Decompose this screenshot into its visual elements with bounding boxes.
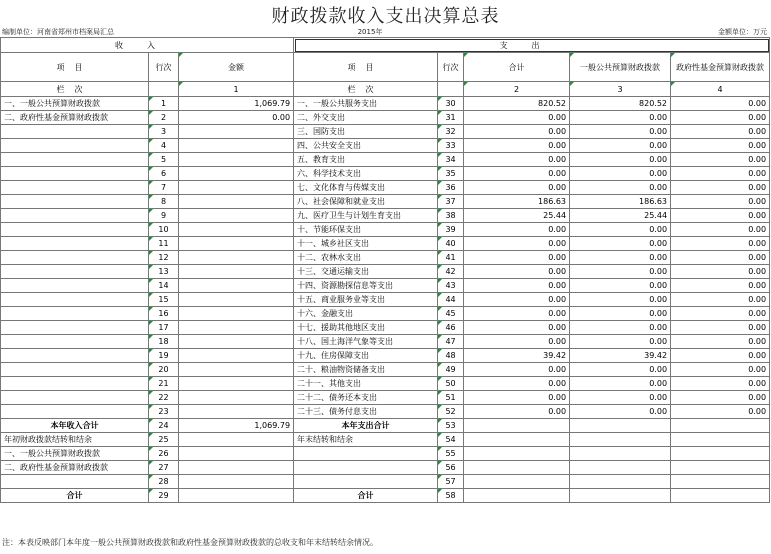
expense-line-no-cell[interactable]: 42 [438, 265, 464, 279]
expense-item-cell[interactable]: 十六、金融支出 [294, 307, 438, 321]
general-budget-cell[interactable]: 0.00 [570, 335, 671, 349]
expense-total-cell[interactable]: 0.00 [464, 405, 570, 419]
income-line-no-cell[interactable]: 14 [149, 279, 179, 293]
income-amount-cell[interactable] [179, 433, 294, 447]
income-line-no-cell[interactable]: 22 [149, 391, 179, 405]
table-row [1, 377, 770, 391]
expense-total-cell[interactable]: 0.00 [464, 293, 570, 307]
expense-item-cell[interactable]: 二十一、其他支出 [294, 377, 438, 391]
expense-total-cell[interactable]: 0.00 [464, 363, 570, 377]
expense-item-cell[interactable]: 七、文化体育与传媒支出 [294, 181, 438, 195]
general-budget-cell[interactable] [570, 489, 671, 503]
income-amount-header[interactable]: 金额 [179, 53, 294, 82]
budget-table [0, 37, 770, 503]
expense-line-no-cell[interactable]: 37 [438, 195, 464, 209]
income-item-cell[interactable] [1, 405, 149, 419]
gov-fund-cell[interactable]: 0.00 [671, 125, 770, 139]
income-line-no-cell[interactable]: 27 [149, 461, 179, 475]
summary-row [1, 461, 770, 475]
expense-total-cell[interactable]: 0.00 [464, 237, 570, 251]
general-budget-cell[interactable]: 39.42 [570, 349, 671, 363]
income-amount-cell[interactable] [179, 223, 294, 237]
income-column-blank[interactable] [149, 82, 179, 97]
summary-row [1, 489, 770, 503]
expense-line-no-header[interactable]: 行次 [438, 53, 464, 82]
expense-line-no-cell[interactable]: 52 [438, 405, 464, 419]
expense-total-cell[interactable] [464, 475, 570, 489]
income-item-cell[interactable] [1, 349, 149, 363]
expense-column-label[interactable]: 栏次 [294, 82, 438, 97]
expense-total-cell[interactable]: 0.00 [464, 335, 570, 349]
income-amount-cell[interactable] [179, 335, 294, 349]
income-item-cell[interactable] [1, 307, 149, 321]
gov-fund-cell[interactable]: 0.00 [671, 97, 770, 111]
income-line-no-cell[interactable]: 3 [149, 125, 179, 139]
income-item-cell[interactable]: 一、一般公共预算财政拨款 [1, 97, 149, 111]
income-item-cell[interactable]: 年初财政拨款结转和结余 [1, 433, 149, 447]
gov-fund-header[interactable]: 政府性基金预算财政拨款 [671, 53, 770, 82]
table-row [1, 349, 770, 363]
expense-line-no-cell[interactable]: 41 [438, 251, 464, 265]
summary-row [1, 475, 770, 489]
expense-item-cell[interactable]: 本年支出合计 [294, 419, 438, 433]
expense-item-cell[interactable]: 十五、商业服务业等支出 [294, 293, 438, 307]
income-amount-cell[interactable] [179, 447, 294, 461]
income-amount-cell[interactable] [179, 195, 294, 209]
income-item-cell[interactable] [1, 475, 149, 489]
expense-item-cell[interactable] [294, 475, 438, 489]
footnote: 注：本表反映部门本年度一般公共预算财政拨款和政府性基金预算财政拨款的总收支和年末结转结余情况。 [2, 538, 378, 547]
table-row [1, 321, 770, 335]
expense-total-cell[interactable]: 0.00 [464, 265, 570, 279]
gov-fund-cell[interactable]: 0.00 [671, 349, 770, 363]
income-item-cell[interactable] [1, 321, 149, 335]
income-line-no-cell[interactable]: 6 [149, 167, 179, 181]
income-line-no-cell[interactable]: 15 [149, 293, 179, 307]
income-amount-cell[interactable]: 0.00 [179, 111, 294, 125]
expense-item-cell[interactable] [294, 447, 438, 461]
expense-total-cell[interactable] [464, 447, 570, 461]
general-budget-cell[interactable]: 0.00 [570, 307, 671, 321]
general-budget-cell[interactable]: 0.00 [570, 251, 671, 265]
expense-total-cell[interactable]: 0.00 [464, 251, 570, 265]
gov-fund-cell[interactable]: 0.00 [671, 363, 770, 377]
expense-item-cell[interactable]: 十三、交通运输支出 [294, 265, 438, 279]
expense-item-cell[interactable]: 十二、农林水支出 [294, 251, 438, 265]
summary-row [1, 433, 770, 447]
expense-total-cell[interactable]: 0.00 [464, 139, 570, 153]
table-row [1, 111, 770, 125]
expense-line-no-cell[interactable]: 38 [438, 209, 464, 223]
gov-fund-cell[interactable]: 0.00 [671, 223, 770, 237]
expense-item-cell[interactable] [294, 461, 438, 475]
expense-line-no-cell[interactable]: 40 [438, 237, 464, 251]
general-budget-cell[interactable]: 0.00 [570, 265, 671, 279]
gov-fund-cell[interactable] [671, 475, 770, 489]
income-section-header[interactable]: 收入 [1, 38, 294, 53]
income-amount-cell[interactable]: 1,069.79 [179, 419, 294, 433]
general-budget-cell[interactable] [570, 475, 671, 489]
gov-fund-cell[interactable]: 0.00 [671, 307, 770, 321]
income-line-no-cell[interactable]: 2 [149, 111, 179, 125]
expense-total-cell[interactable]: 0.00 [464, 111, 570, 125]
income-item-cell[interactable] [1, 251, 149, 265]
gov-fund-cell[interactable]: 0.00 [671, 181, 770, 195]
expense-item-cell[interactable]: 合计 [294, 489, 438, 503]
income-item-cell[interactable] [1, 153, 149, 167]
table-row [1, 265, 770, 279]
income-line-no-cell[interactable]: 26 [149, 447, 179, 461]
gov-fund-cell[interactable]: 0.00 [671, 153, 770, 167]
expense-total-cell[interactable]: 0.00 [464, 167, 570, 181]
expense-item-cell[interactable]: 九、医疗卫生与计划生育支出 [294, 209, 438, 223]
expense-line-no-cell[interactable]: 33 [438, 139, 464, 153]
expense-line-no-cell[interactable]: 54 [438, 433, 464, 447]
income-column-number[interactable]: 1 [179, 82, 294, 97]
expense-item-cell[interactable]: 十九、住房保障支出 [294, 349, 438, 363]
general-budget-cell[interactable] [570, 447, 671, 461]
expense-item-cell[interactable]: 五、教育支出 [294, 153, 438, 167]
income-item-cell[interactable] [1, 293, 149, 307]
expense-total-cell[interactable] [464, 433, 570, 447]
expense-item-cell[interactable]: 四、公共安全支出 [294, 139, 438, 153]
gov-fund-cell[interactable] [671, 433, 770, 447]
income-line-no-cell[interactable]: 24 [149, 419, 179, 433]
expense-total-cell[interactable]: 0.00 [464, 321, 570, 335]
general-budget-cell[interactable]: 0.00 [570, 139, 671, 153]
general-budget-cell[interactable]: 0.00 [570, 167, 671, 181]
income-amount-cell[interactable] [179, 181, 294, 195]
income-amount-cell[interactable] [179, 307, 294, 321]
expense-line-no-cell[interactable]: 34 [438, 153, 464, 167]
income-line-no-cell[interactable]: 7 [149, 181, 179, 195]
income-amount-cell[interactable] [179, 139, 294, 153]
general-budget-cell[interactable]: 0.00 [570, 363, 671, 377]
income-amount-cell[interactable] [179, 293, 294, 307]
income-item-cell[interactable] [1, 195, 149, 209]
expense-total-cell[interactable]: 0.00 [464, 223, 570, 237]
income-item-cell[interactable] [1, 167, 149, 181]
income-amount-cell[interactable] [179, 279, 294, 293]
income-line-no-cell[interactable]: 21 [149, 377, 179, 391]
income-line-no-cell[interactable]: 8 [149, 195, 179, 209]
expense-line-no-cell[interactable]: 47 [438, 335, 464, 349]
income-amount-cell[interactable] [179, 489, 294, 503]
gov-fund-cell[interactable]: 0.00 [671, 279, 770, 293]
table-row [1, 279, 770, 293]
income-item-cell[interactable] [1, 139, 149, 153]
table-row [1, 209, 770, 223]
gov-fund-cell[interactable]: 0.00 [671, 377, 770, 391]
expense-line-no-cell[interactable]: 36 [438, 181, 464, 195]
expense-total-header[interactable]: 合计 [464, 53, 570, 82]
income-line-no-cell[interactable]: 1 [149, 97, 179, 111]
table-row [1, 405, 770, 419]
gov-fund-cell[interactable]: 0.00 [671, 335, 770, 349]
income-item-cell[interactable] [1, 209, 149, 223]
gov-fund-cell[interactable]: 0.00 [671, 209, 770, 223]
income-line-no-cell[interactable]: 10 [149, 223, 179, 237]
gov-fund-cell[interactable]: 0.00 [671, 391, 770, 405]
expense-item-cell[interactable]: 十一、城乡社区支出 [294, 237, 438, 251]
expense-line-no-cell[interactable]: 48 [438, 349, 464, 363]
income-item-cell[interactable] [1, 265, 149, 279]
table-row [1, 223, 770, 237]
gov-fund-cell[interactable]: 0.00 [671, 237, 770, 251]
table-row [1, 97, 770, 111]
expense-line-no-cell[interactable]: 31 [438, 111, 464, 125]
expense-column-blank[interactable] [438, 82, 464, 97]
expense-line-no-cell[interactable]: 43 [438, 279, 464, 293]
income-column-label[interactable]: 栏次 [1, 82, 149, 97]
general-budget-cell[interactable]: 0.00 [570, 321, 671, 335]
income-item-header[interactable]: 项目 [1, 53, 149, 82]
income-line-no-header[interactable]: 行次 [149, 53, 179, 82]
expense-total-cell[interactable]: 0.00 [464, 377, 570, 391]
general-budget-column-number[interactable]: 3 [570, 82, 671, 97]
expense-total-cell[interactable]: 0.00 [464, 153, 570, 167]
expense-line-no-cell[interactable]: 51 [438, 391, 464, 405]
table-row [1, 195, 770, 209]
expense-item-cell[interactable]: 年末结转和结余 [294, 433, 438, 447]
income-line-no-cell[interactable]: 29 [149, 489, 179, 503]
expense-line-no-cell[interactable]: 32 [438, 125, 464, 139]
income-line-no-cell[interactable]: 11 [149, 237, 179, 251]
income-amount-cell[interactable] [179, 363, 294, 377]
expense-item-cell[interactable]: 二、外交支出 [294, 111, 438, 125]
income-item-cell[interactable]: 本年收入合计 [1, 419, 149, 433]
income-line-no-cell[interactable]: 20 [149, 363, 179, 377]
expense-item-cell[interactable]: 十七、援助其他地区支出 [294, 321, 438, 335]
summary-row [1, 419, 770, 433]
expense-total-cell[interactable] [464, 489, 570, 503]
income-item-cell[interactable] [1, 223, 149, 237]
general-budget-cell[interactable]: 0.00 [570, 391, 671, 405]
income-line-no-cell[interactable]: 12 [149, 251, 179, 265]
gov-fund-cell[interactable] [671, 461, 770, 475]
expense-item-cell[interactable]: 八、社会保障和就业支出 [294, 195, 438, 209]
expense-total-cell[interactable]: 39.42 [464, 349, 570, 363]
expense-line-no-cell[interactable]: 39 [438, 223, 464, 237]
gov-fund-cell[interactable]: 0.00 [671, 251, 770, 265]
income-item-cell[interactable] [1, 279, 149, 293]
report-year: 2015年 [357, 28, 383, 36]
gov-fund-cell[interactable]: 0.00 [671, 195, 770, 209]
expense-item-cell[interactable]: 二十三、债务付息支出 [294, 405, 438, 419]
general-budget-cell[interactable]: 0.00 [570, 237, 671, 251]
general-budget-cell[interactable] [570, 419, 671, 433]
table-row [1, 125, 770, 139]
general-budget-cell[interactable]: 0.00 [570, 377, 671, 391]
gov-fund-cell[interactable]: 0.00 [671, 139, 770, 153]
expense-line-no-cell[interactable]: 56 [438, 461, 464, 475]
gov-fund-column-number[interactable]: 4 [671, 82, 770, 97]
general-budget-cell[interactable]: 0.00 [570, 405, 671, 419]
expense-total-cell[interactable]: 0.00 [464, 391, 570, 405]
income-line-no-cell[interactable]: 18 [149, 335, 179, 349]
expense-item-cell[interactable]: 六、科学技术支出 [294, 167, 438, 181]
expense-total-cell[interactable]: 0.00 [464, 279, 570, 293]
income-line-no-cell[interactable]: 13 [149, 265, 179, 279]
table-row [1, 181, 770, 195]
gov-fund-cell[interactable]: 0.00 [671, 167, 770, 181]
expense-line-no-cell[interactable]: 46 [438, 321, 464, 335]
general-budget-header[interactable]: 一般公共预算财政拨款 [570, 53, 671, 82]
income-item-cell[interactable] [1, 181, 149, 195]
income-item-cell[interactable] [1, 363, 149, 377]
income-line-no-cell[interactable]: 23 [149, 405, 179, 419]
income-item-cell[interactable]: 合计 [1, 489, 149, 503]
income-amount-cell[interactable] [179, 153, 294, 167]
expense-total-cell[interactable]: 186.63 [464, 195, 570, 209]
general-budget-cell[interactable]: 186.63 [570, 195, 671, 209]
table-row [1, 307, 770, 321]
income-item-cell[interactable]: 二、政府性基金预算财政拨款 [1, 111, 149, 125]
income-item-cell[interactable]: 一、一般公共预算财政拨款 [1, 447, 149, 461]
expense-item-cell[interactable]: 三、国防支出 [294, 125, 438, 139]
expense-line-no-cell[interactable]: 49 [438, 363, 464, 377]
income-amount-cell[interactable] [179, 125, 294, 139]
expense-item-header[interactable]: 项目 [294, 53, 438, 82]
income-amount-cell[interactable]: 1,069.79 [179, 97, 294, 111]
income-amount-cell[interactable] [179, 237, 294, 251]
general-budget-cell[interactable]: 0.00 [570, 279, 671, 293]
summary-row [1, 447, 770, 461]
expense-line-no-cell[interactable]: 50 [438, 377, 464, 391]
table-row [1, 391, 770, 405]
gov-fund-cell[interactable] [671, 447, 770, 461]
income-line-no-cell[interactable]: 25 [149, 433, 179, 447]
gov-fund-cell[interactable]: 0.00 [671, 265, 770, 279]
general-budget-cell[interactable] [570, 461, 671, 475]
gov-fund-cell[interactable] [671, 489, 770, 503]
gov-fund-cell[interactable] [671, 419, 770, 433]
amount-unit: 金额单位：万元 [718, 28, 767, 36]
general-budget-cell[interactable]: 25.44 [570, 209, 671, 223]
general-budget-cell[interactable]: 0.00 [570, 125, 671, 139]
income-item-cell[interactable] [1, 237, 149, 251]
compiled-by: 编制单位：河南省郑州市档案局汇总 [2, 28, 114, 36]
expense-total-cell[interactable]: 0.00 [464, 307, 570, 321]
general-budget-cell[interactable]: 0.00 [570, 111, 671, 125]
expense-item-cell[interactable]: 二十二、债务还本支出 [294, 391, 438, 405]
expense-total-cell[interactable]: 0.00 [464, 125, 570, 139]
income-item-cell[interactable] [1, 335, 149, 349]
income-line-no-cell[interactable]: 19 [149, 349, 179, 363]
income-line-no-cell[interactable]: 16 [149, 307, 179, 321]
table-row [1, 237, 770, 251]
general-budget-cell[interactable]: 0.00 [570, 223, 671, 237]
expense-section-header[interactable]: 支出 [294, 38, 770, 53]
expense-line-no-cell[interactable]: 55 [438, 447, 464, 461]
gov-fund-cell[interactable]: 0.00 [671, 111, 770, 125]
expense-item-cell[interactable]: 一、一般公共服务支出 [294, 97, 438, 111]
general-budget-cell[interactable]: 0.00 [570, 181, 671, 195]
income-amount-cell[interactable] [179, 265, 294, 279]
income-line-no-cell[interactable]: 5 [149, 153, 179, 167]
income-amount-cell[interactable] [179, 461, 294, 475]
income-amount-cell[interactable] [179, 167, 294, 181]
expense-line-no-cell[interactable]: 30 [438, 97, 464, 111]
general-budget-cell[interactable] [570, 433, 671, 447]
table-row [1, 167, 770, 181]
general-budget-cell[interactable]: 0.00 [570, 153, 671, 167]
general-budget-cell[interactable]: 820.52 [570, 97, 671, 111]
income-amount-cell[interactable] [179, 405, 294, 419]
income-line-no-cell[interactable]: 9 [149, 209, 179, 223]
expense-total-cell[interactable] [464, 461, 570, 475]
expense-line-no-cell[interactable]: 45 [438, 307, 464, 321]
expense-item-cell[interactable]: 二十、粮油物资储备支出 [294, 363, 438, 377]
income-amount-cell[interactable] [179, 349, 294, 363]
expense-item-cell[interactable]: 十四、资源勘探信息等支出 [294, 279, 438, 293]
gov-fund-cell[interactable]: 0.00 [671, 293, 770, 307]
income-line-no-cell[interactable]: 28 [149, 475, 179, 489]
income-amount-cell[interactable] [179, 209, 294, 223]
income-line-no-cell[interactable]: 4 [149, 139, 179, 153]
expense-total-cell[interactable] [464, 419, 570, 433]
report-title: 财政拨款收入支出决算总表 [271, 6, 500, 27]
gov-fund-cell[interactable]: 0.00 [671, 321, 770, 335]
expense-item-cell[interactable]: 十、节能环保支出 [294, 223, 438, 237]
table-row [1, 139, 770, 153]
gov-fund-cell[interactable]: 0.00 [671, 405, 770, 419]
income-item-cell[interactable] [1, 125, 149, 139]
income-amount-cell[interactable] [179, 377, 294, 391]
expense-line-no-cell[interactable]: 57 [438, 475, 464, 489]
expense-line-no-cell[interactable]: 44 [438, 293, 464, 307]
general-budget-cell[interactable]: 0.00 [570, 293, 671, 307]
income-item-cell[interactable] [1, 391, 149, 405]
income-line-no-cell[interactable]: 17 [149, 321, 179, 335]
table-row [1, 293, 770, 307]
table-row [1, 335, 770, 349]
income-item-cell[interactable] [1, 377, 149, 391]
expense-total-cell[interactable]: 25.44 [464, 209, 570, 223]
income-amount-cell[interactable] [179, 391, 294, 405]
expense-item-cell[interactable]: 十八、国土海洋气象等支出 [294, 335, 438, 349]
income-item-cell[interactable]: 二、政府性基金预算财政拨款 [1, 461, 149, 475]
table-row [1, 153, 770, 167]
income-amount-cell[interactable] [179, 251, 294, 265]
expense-line-no-cell[interactable]: 35 [438, 167, 464, 181]
expense-total-cell[interactable]: 0.00 [464, 181, 570, 195]
expense-total-cell[interactable]: 820.52 [464, 97, 570, 111]
income-amount-cell[interactable] [179, 321, 294, 335]
table-row [1, 251, 770, 265]
expense-line-no-cell[interactable]: 53 [438, 419, 464, 433]
expense-total-column-number[interactable]: 2 [464, 82, 570, 97]
table-row [1, 363, 770, 377]
expense-line-no-cell[interactable]: 58 [438, 489, 464, 503]
income-amount-cell[interactable] [179, 475, 294, 489]
